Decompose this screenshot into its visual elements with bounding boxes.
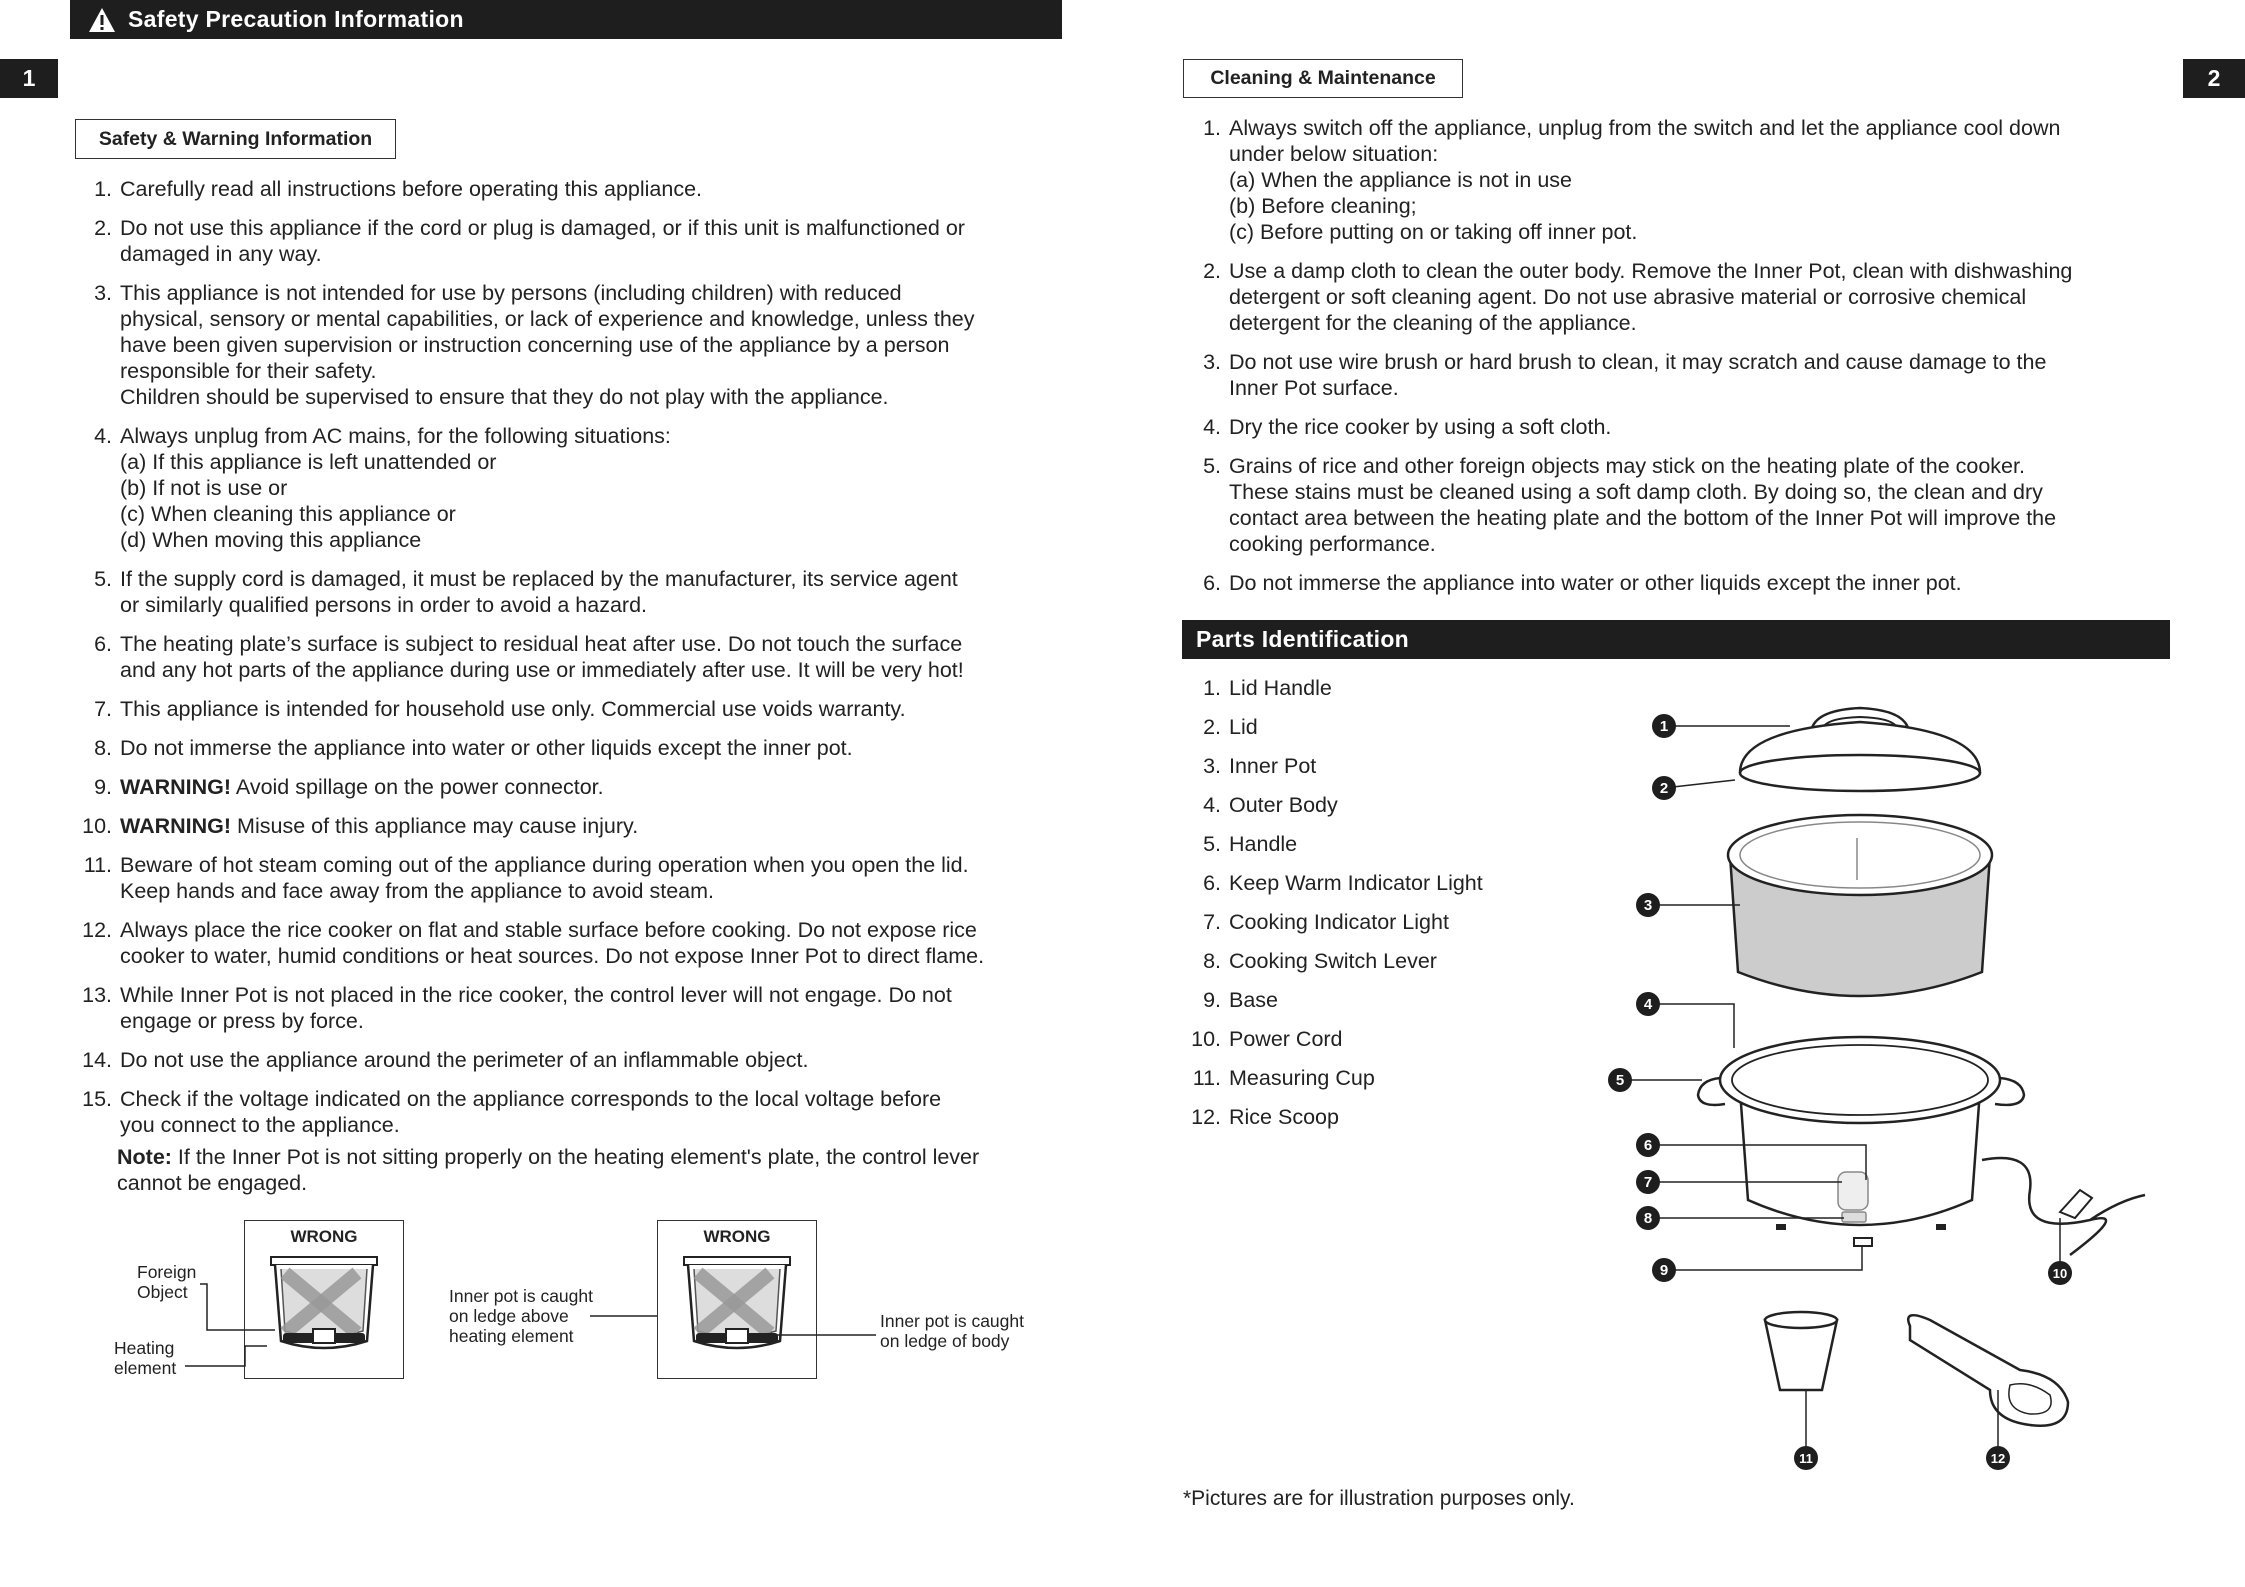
callout-badge-2: 2	[1652, 776, 1676, 800]
safety-item	[78, 176, 1078, 202]
safety-item-number: 7.	[94, 697, 112, 721]
cleaning-item	[1187, 115, 2187, 245]
part-item	[1187, 1104, 1587, 1130]
safety-item-number: 9.	[94, 775, 112, 799]
cleaning-item-number: 4.	[1203, 415, 1221, 439]
warning-label: WARNING!	[120, 814, 232, 838]
cleaning-item	[1187, 570, 2187, 596]
safety-item-number: 15.	[82, 1087, 112, 1111]
cleaning-item	[1187, 349, 2187, 401]
cleaning-item	[1187, 258, 2187, 336]
part-item-number: 4.	[1203, 793, 1221, 817]
safety-item	[78, 735, 1078, 761]
safety-item-text	[120, 813, 1078, 839]
part-item-text: Keep Warm Indicator Light	[1229, 871, 1483, 895]
callout-badge-12: 12	[1986, 1446, 2010, 1470]
callout-badge-1: 1	[1652, 714, 1676, 738]
safety-item-text: Check if the voltage indicated on the appliance corresponds to the local voltage before you connect to the appliance.	[120, 1087, 942, 1137]
part-item	[1187, 870, 1587, 896]
safety-item-number: 11.	[83, 853, 112, 877]
part-item	[1187, 753, 1587, 779]
callout-badge-4: 4	[1636, 992, 1660, 1016]
safety-item-text: Always place the rice cooker on flat and stable surface before cooking. Do not expose rice cooker to water, humid conditions or heat sources. Do not expose Inner Pot to direct flame.	[120, 918, 985, 968]
safety-item-number: 3.	[94, 281, 112, 305]
part-item-text: Base	[1229, 988, 1279, 1012]
note-text: If the Inner Pot is not sitting properly on the heating element's plate, the control lever cannot be engaged.	[117, 1145, 980, 1195]
safety-item-number: 1.	[94, 177, 112, 201]
part-item-text: Cooking Indicator Light	[1229, 910, 1449, 934]
part-item-number: 10.	[1191, 1027, 1221, 1051]
part-item-number: 2.	[1203, 715, 1221, 739]
safety-item	[78, 982, 1078, 1034]
safety-item	[78, 566, 1078, 618]
cleaning-item-number: 3.	[1203, 350, 1221, 374]
safety-item-number: 5.	[94, 567, 112, 591]
warning-text: Avoid spillage on the power connector.	[231, 775, 604, 799]
callout-badge-7: 7	[1636, 1170, 1660, 1194]
safety-item	[78, 215, 1078, 267]
part-item-number: 12.	[1191, 1105, 1221, 1129]
heating-element-label: Heating element	[114, 1338, 177, 1378]
part-item	[1187, 792, 1587, 818]
safety-item-text: Carefully read all instructions before operating this appliance.	[120, 177, 703, 201]
cleaning-item-text: Do not immerse the appliance into water or other liquids except the inner pot.	[1229, 571, 1962, 595]
safety-item-text: Do not use the appliance around the perimeter of an inflammable object.	[120, 1048, 809, 1072]
safety-item	[78, 852, 1078, 904]
diagram-1-caption: Inner pot is caught on ledge above heating element	[449, 1286, 593, 1346]
safety-item-number: 14.	[82, 1048, 112, 1072]
safety-item-text: Do not immerse the appliance into water or other liquids except the inner pot.	[120, 736, 853, 760]
part-item-text: Handle	[1229, 832, 1298, 856]
safety-item-text: If the supply cord is damaged, it must be replaced by the manufacturer, its service agent or similarly qualified persons in order to avoid a hazard.	[120, 567, 958, 617]
foreign-object-label: Foreign Object	[137, 1262, 197, 1302]
part-item-number: 9.	[1203, 988, 1221, 1012]
part-item-number: 5.	[1203, 832, 1221, 856]
warning-icon	[88, 7, 116, 33]
safety-item-number: 10.	[82, 814, 112, 838]
part-item-text: Measuring Cup	[1229, 1066, 1375, 1090]
safety-item-text: Do not use this appliance if the cord or plug is damaged, or if this unit is malfunctioned or damaged in any way.	[120, 216, 965, 266]
callout-badge-11: 11	[1794, 1446, 1818, 1470]
cleaning-item	[1187, 414, 2187, 440]
part-item	[1187, 831, 1587, 857]
safety-item	[78, 696, 1078, 722]
wrong-label-2: WRONG	[703, 1227, 771, 1246]
part-item-number: 8.	[1203, 949, 1221, 973]
safety-header-title: Safety Precaution Information	[128, 6, 464, 32]
cleaning-item-number: 5.	[1203, 454, 1221, 478]
parts-list	[1187, 675, 1587, 1143]
callout-badge-9: 9	[1652, 1258, 1676, 1282]
wrong-label-1: WRONG	[290, 1227, 358, 1246]
part-item	[1187, 675, 1587, 701]
cleaning-item-number: 1.	[1203, 116, 1221, 140]
warning-label: WARNING!	[120, 775, 232, 799]
part-item	[1187, 714, 1587, 740]
part-item-text: Lid	[1229, 715, 1258, 739]
safety-item	[78, 1086, 1078, 1138]
safety-subheader: Safety & Warning Information	[75, 119, 396, 159]
parts-header	[1182, 620, 2170, 659]
part-item-text: Cooking Switch Lever	[1229, 949, 1437, 973]
part-item-text: Outer Body	[1229, 793, 1338, 817]
part-item-number: 3.	[1203, 754, 1221, 778]
diagram-2-caption: Inner pot is caught on ledge of body	[880, 1311, 1024, 1351]
safety-item-text: Beware of hot steam coming out of the appliance during operation when you open the lid. Keep hands and face away from the appliance to avoid steam.	[120, 853, 969, 903]
safety-item-number: 13.	[82, 983, 112, 1007]
cleaning-item-text: Dry the rice cooker by using a soft cloth.	[1229, 415, 1612, 439]
part-item-number: 11.	[1192, 1066, 1221, 1090]
part-item	[1187, 909, 1587, 935]
safety-item-number: 6.	[94, 632, 112, 656]
safety-header	[70, 0, 1062, 39]
cleaning-item-text: Use a damp cloth to clean the outer body. Remove the Inner Pot, clean with dishwashing detergent or soft cleaning agent. Do not use abrasive material or corrosive chemical detergent for the cleaning of the appliance.	[1229, 259, 2073, 335]
part-item-number: 1.	[1203, 676, 1221, 700]
safety-item-number: 4.	[94, 424, 112, 448]
safety-item-text	[120, 774, 1078, 800]
cleaning-item-number: 6.	[1203, 571, 1221, 595]
cleaning-item-text: Do not use wire brush or hard brush to clean, it may scratch and cause damage to the Inner Pot surface.	[1229, 350, 2047, 400]
cleaning-item-number: 2.	[1203, 259, 1221, 283]
part-item-text: Power Cord	[1229, 1027, 1343, 1051]
note-label: Note:	[117, 1145, 172, 1169]
pot-diagram-2-graphic	[658, 1221, 816, 1378]
callout-badge-8: 8	[1636, 1206, 1660, 1230]
safety-item	[78, 774, 1078, 800]
part-item	[1187, 987, 1587, 1013]
part-item-number: 6.	[1203, 871, 1221, 895]
cleaning-list	[1187, 115, 2187, 609]
safety-item-text: The heating plate’s surface is subject to residual heat after use. Do not touch the surface and any hot parts of the appliance during use or immediately after use. It will be very hot!	[120, 632, 964, 682]
warning-text: Misuse of this appliance may cause injury.	[231, 814, 639, 838]
callout-badge-6: 6	[1636, 1133, 1660, 1157]
wrong-diagram-2	[657, 1220, 817, 1379]
page-number-right: 2	[2183, 59, 2245, 98]
cleaning-item	[1187, 453, 2187, 557]
page-number-left: 1	[0, 59, 58, 98]
safety-item	[78, 1047, 1078, 1073]
safety-item-text: While Inner Pot is not placed in the rice cooker, the control lever will not engage. Do not engage or press by force.	[120, 983, 952, 1033]
safety-item-number: 2.	[94, 216, 112, 240]
cleaning-item-text: Grains of rice and other foreign objects may stick on the heating plate of the cooker. These stains must be cleaned using a soft damp cloth. By doing so, the clean and dry contact area between the heating plate and the bottom of the Inner Pot will improve the cooking performance.	[1229, 454, 2057, 556]
safety-item	[78, 280, 1078, 410]
callout-badge-3: 3	[1636, 893, 1660, 917]
safety-item	[78, 917, 1078, 969]
cleaning-subheader: Cleaning & Maintenance	[1183, 59, 1463, 98]
part-item	[1187, 948, 1587, 974]
safety-item-text: This appliance is not intended for use by persons (including children) with reduced physical, sensory or mental capabilities, or lack of experience and knowledge, unless they have been given supervision or instruction concerning use of the appliance by a person responsible for their safety. Children should be supervised to ensure that they do not play with the appliance.	[120, 281, 975, 409]
part-item	[1187, 1065, 1587, 1091]
safety-item	[78, 631, 1078, 683]
disclaimer: *Pictures are for illustration purposes only.	[1183, 1487, 1575, 1510]
parts-header-title: Parts Identification	[1196, 626, 1410, 652]
safety-list	[78, 176, 1078, 1151]
part-item-number: 7.	[1203, 910, 1221, 934]
cleaning-item-text: Always switch off the appliance, unplug from the switch and let the appliance cool down under below situation: (a) When the appliance is not in use (b) Before cleaning; (c) Before putting on or taking off inner pot.	[1229, 116, 2061, 244]
safety-item	[78, 423, 1078, 553]
diagram-2-caption-line	[772, 1333, 882, 1343]
callout-badge-5: 5	[1608, 1068, 1632, 1092]
part-item-text: Inner Pot	[1229, 754, 1317, 778]
safety-note	[117, 1144, 1077, 1196]
safety-item	[78, 813, 1078, 839]
safety-item-number: 8.	[94, 736, 112, 760]
callout-badge-10: 10	[2048, 1261, 2072, 1285]
safety-item-text: This appliance is intended for household use only. Commercial use voids warranty.	[120, 697, 906, 721]
diagram-1-leader-lines	[185, 1280, 365, 1370]
part-item-text: Lid Handle	[1229, 676, 1332, 700]
part-item	[1187, 1026, 1587, 1052]
rice-cooker-illustration	[1590, 690, 2150, 1490]
part-item-text: Rice Scoop	[1229, 1105, 1339, 1129]
safety-item-text: Always unplug from AC mains, for the following situations: (a) If this appliance is left unattended or (b) If not is use or (c) When cleaning this appliance or (d) When moving this appliance	[120, 424, 671, 552]
safety-item-number: 12.	[82, 918, 112, 942]
